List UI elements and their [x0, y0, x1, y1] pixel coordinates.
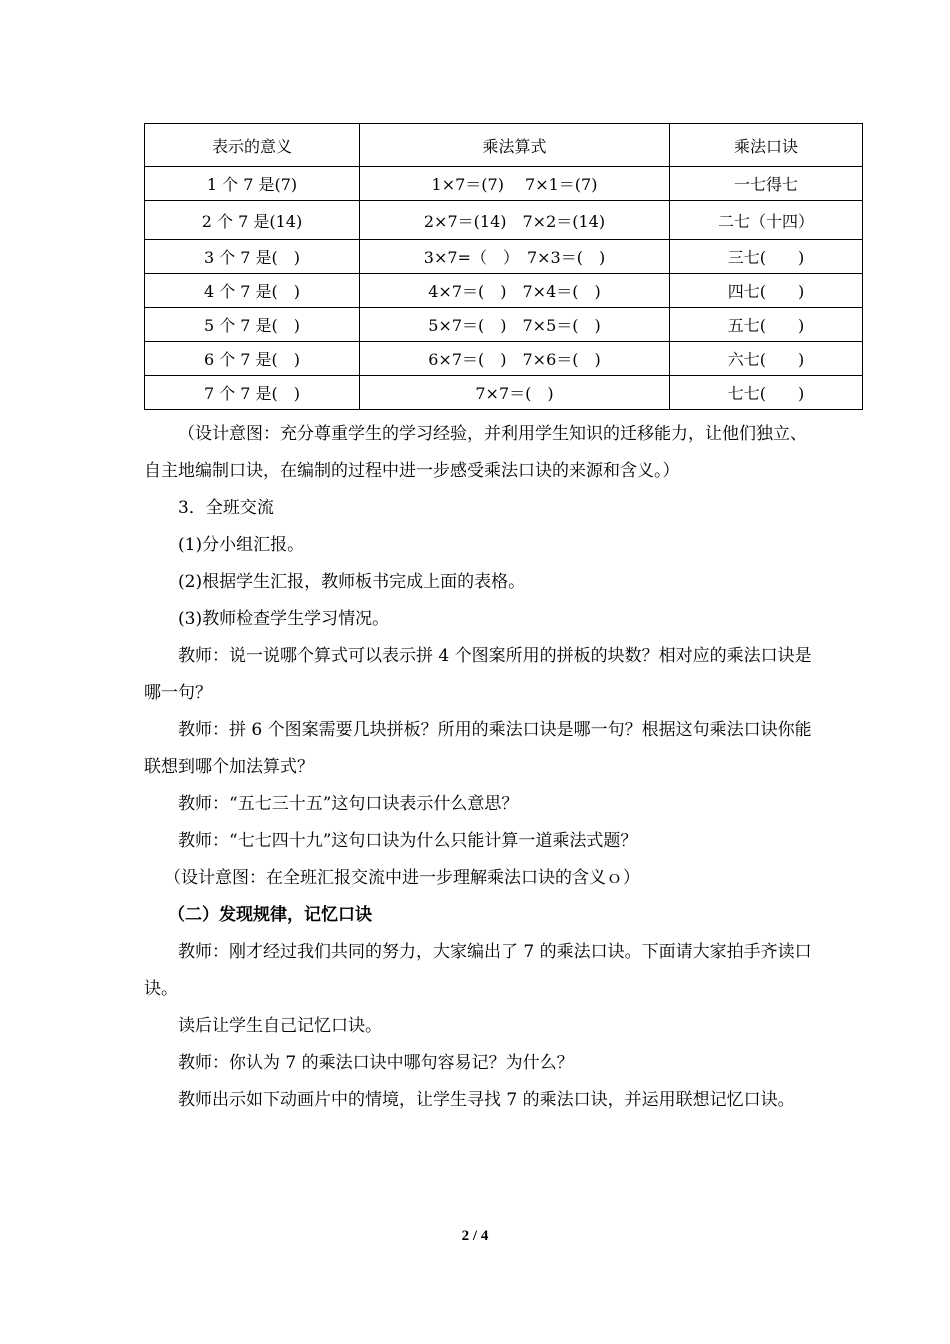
- table-cell: 4×7＝( ) 7×4＝( ): [360, 274, 670, 308]
- multiplication-table: [144, 123, 863, 410]
- header-equation: 乘法算式: [360, 124, 670, 167]
- table-cell: 6 个 7 是( ): [145, 342, 360, 376]
- instruction-text: 读后让学生自己记忆口诀。: [178, 1016, 382, 1036]
- table-row: [145, 376, 863, 410]
- table-cell: 5 个 7 是( ): [145, 308, 360, 342]
- table-cell: 6×7＝( ) 7×6＝( ): [360, 342, 670, 376]
- table-cell: 7×7＝( ): [360, 376, 670, 410]
- design-intent-note: （设计意图：在全班汇报交流中进一步理解乘法口诀的含义ｏ）: [164, 868, 640, 888]
- table-cell: 5×7＝( ) 7×5＝( ): [360, 308, 670, 342]
- table-cell: 1 个 7 是(7): [145, 167, 360, 201]
- table-cell: 2 个 7 是(14): [145, 201, 360, 240]
- header-meaning: 表示的意义: [145, 124, 360, 167]
- list-item: (1)分小组汇报。: [178, 535, 305, 555]
- table-cell: 2×7＝(14) 7×2＝(14): [360, 201, 670, 240]
- table-cell: 五七( ): [670, 308, 863, 342]
- teacher-question: 教师：拼 6 个图案需要几块拼板？所用的乘法口诀是哪一句？根据这句乘法口诀你能联想到哪个加法算式？: [144, 720, 812, 777]
- table-row: [145, 167, 863, 201]
- table-cell: 七七( ): [670, 376, 863, 410]
- table-cell: 一七得七: [670, 167, 863, 201]
- teacher-statement: 教师：刚才经过我们共同的努力，大家编出了 7 的乘法口诀。下面请大家拍手齐读口诀。: [144, 942, 812, 999]
- page-number: 2 / 4: [461, 1228, 489, 1244]
- table-cell: 四七( ): [670, 274, 863, 308]
- table-row: [145, 308, 863, 342]
- table-cell: 7 个 7 是( ): [145, 376, 360, 410]
- section-heading: （二）发现规律，记忆口诀: [168, 905, 372, 925]
- table-row: [145, 201, 863, 240]
- table-row: [145, 240, 863, 274]
- teacher-statement: 教师出示如下动画片中的情境，让学生寻找 7 的乘法口诀，并运用联想记忆口诀。: [178, 1090, 795, 1110]
- header-rhyme: 乘法口诀: [670, 124, 863, 167]
- table-row: [145, 342, 863, 376]
- table-cell: 三七( ): [670, 240, 863, 274]
- body-text: [144, 416, 816, 1119]
- table-row: [145, 274, 863, 308]
- table-cell: 1×7＝(7) 7×1＝(7): [360, 167, 670, 201]
- teacher-question: 教师：“五七三十五”这句口诀表示什么意思？: [178, 794, 519, 814]
- teacher-question: 教师：“七七四十九”这句口诀为什么只能计算一道乘法式题？: [178, 831, 638, 851]
- teacher-question: 教师：说一说哪个算式可以表示拼 4 个图案所用的拼板的块数？相对应的乘法口诀是哪一句？: [144, 646, 812, 703]
- section-heading: 3．全班交流: [178, 498, 274, 518]
- table-cell: 3 个 7 是( ): [145, 240, 360, 274]
- teacher-question: 教师：你认为 7 的乘法口诀中哪句容易记？为什么？: [178, 1053, 574, 1073]
- table-cell: 二七（十四）: [670, 201, 863, 240]
- list-item: (3)教师检查学生学习情况。: [178, 609, 390, 629]
- table-cell: 六七( ): [670, 342, 863, 376]
- table-cell: 3×7=（ ） 7×3＝( ): [360, 240, 670, 274]
- design-intent-note: （设计意图：充分尊重学生的学习经验，并利用学生知识的迁移能力，让他们独立、自主地编制口诀，在编制的过程中进一步感受乘法口诀的来源和含义。）: [144, 424, 807, 481]
- table-header-row: [145, 124, 863, 167]
- table-cell: 4 个 7 是( ): [145, 274, 360, 308]
- list-item: (2)根据学生汇报，教师板书完成上面的表格。: [178, 572, 526, 592]
